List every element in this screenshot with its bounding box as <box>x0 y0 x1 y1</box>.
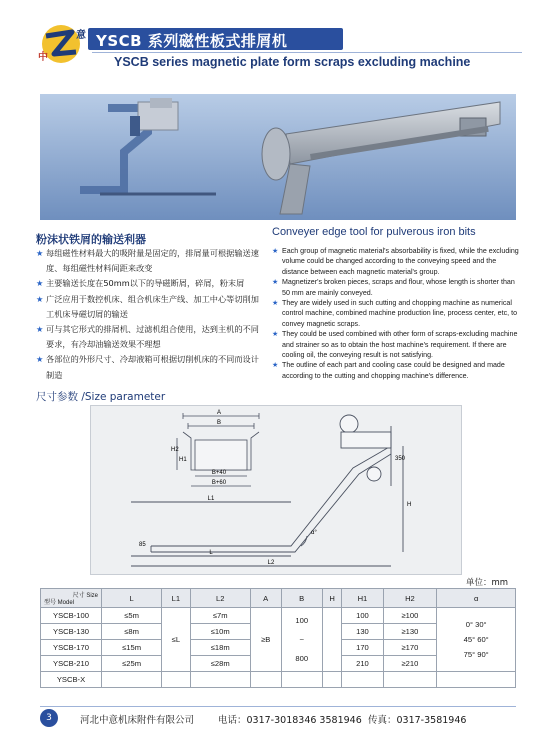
star-bullet-icon: ★ <box>272 278 279 287</box>
star-bullet-icon: ★ <box>272 361 279 370</box>
features-list-en <box>272 246 520 381</box>
features-list-cn <box>36 246 262 383</box>
brand-char-zhong: 中 <box>38 52 48 63</box>
page-title-en: YSCB series magnetic plate form scraps excluding machine <box>114 55 471 69</box>
column-header: L1 <box>162 589 190 608</box>
list-item: ★ The outline of each part and cooling case could be designed and made according to the cutting and chopping machine's difference. <box>272 361 505 380</box>
size-table <box>40 588 516 688</box>
features-heading-cn: 粉沫状铁屑的输送利器 <box>36 233 146 246</box>
dim-label-angle: α° <box>311 530 317 536</box>
dim-label-a: A <box>216 410 222 416</box>
list-item: ★ 每组磁性材料最大的吸附量是固定的，排屑量可根据输送速度、每组磁性材料间距来改变 <box>36 248 259 274</box>
page-number: 3 <box>40 709 58 727</box>
dim-label-l: L <box>209 550 213 556</box>
star-bullet-icon: ★ <box>36 354 44 365</box>
table-corner-cell: 尺寸 Size 型号 Model <box>41 589 102 608</box>
product-photos <box>40 94 516 220</box>
table-row: YSCB-170 ≤15m ≤18m 170 ≥170 <box>41 640 516 656</box>
star-bullet-icon: ★ <box>272 330 279 339</box>
l1-merged-cell: ≤L <box>162 608 190 672</box>
h-merged-cell <box>322 608 342 672</box>
footer-company: 河北中意机床附件有限公司 <box>80 715 195 726</box>
footer-divider <box>40 706 516 707</box>
column-header: H1 <box>342 589 383 608</box>
unit-label: 单位：mm <box>466 578 509 588</box>
dim-label-350: 350 <box>395 456 406 462</box>
list-item: ★ Each group of magnetic material's absorbability is fixed, while the excluding volume could be changed according to the conveying speed and the distance between each magnetic material's group. <box>272 247 519 276</box>
dim-label-b: B <box>216 420 222 426</box>
star-bullet-icon: ★ <box>272 247 279 255</box>
alpha-merged-cell: 0° 30° 45° 60° 75° 90° <box>437 608 516 672</box>
header-divider <box>92 52 522 53</box>
star-bullet-icon: ★ <box>272 299 279 308</box>
b-merged-cell: 100 ~ 800 <box>281 608 322 672</box>
features-heading-en: Conveyer edge tool for pulverous iron bits <box>272 226 476 238</box>
dim-label-l1: L1 <box>207 496 215 502</box>
table-row: YSCB-X <box>41 672 516 688</box>
page-title-cn: YSCB 系列磁性板式排屑机 <box>96 32 288 50</box>
star-bullet-icon: ★ <box>36 293 44 304</box>
dim-label-l2: L2 <box>267 560 275 566</box>
table-row: YSCB-130 ≤8m ≤10m 130 ≥130 <box>41 624 516 640</box>
column-header: H2 <box>383 589 437 608</box>
footer-fax: 传真：0317-3581946 <box>368 715 467 726</box>
footer-phone: 电话：0317-3018346 3581946 <box>218 715 362 726</box>
dim-label-h2: H2 <box>171 447 179 453</box>
list-item: ★ 各部位的外形尺寸、冷却液箱可根据切削机床的不同而设计制造 <box>36 354 259 380</box>
list-item: ★ 可与其它形式的排屑机、过滤机组合使用，达到主机的不同要求，有冷却油输送效果不理想 <box>36 324 259 350</box>
brand-char-yi: 意 <box>76 30 86 41</box>
size-parameter-title: 尺寸参数 /Size parameter <box>36 391 166 403</box>
dim-label-b40: B+40 <box>211 470 227 476</box>
column-header: H <box>322 589 342 608</box>
table-row: YSCB-100 ≤5m ≤L ≤7m ≥B 100 ~ 800 100 ≥100 0° 30° 45° 60° 75° 90° <box>41 608 516 624</box>
list-item: ★ Magnetizer's broken pieces, scraps and flour, whose length is shorter than 50 mm are mainly conveyed. <box>272 278 515 297</box>
table-row: YSCB-210 ≤25m ≤28m 210 ≥210 <box>41 656 516 672</box>
star-bullet-icon: ★ <box>36 248 44 258</box>
star-bullet-icon: ★ <box>36 324 44 335</box>
column-header: B <box>281 589 322 608</box>
technical-drawing <box>90 405 462 575</box>
list-item: ★ They could be used combined with other form of scraps-excluding machine and strainer so as to obtain the host machine's requirement. If there are cooling oil, the conveying result is not satisfying. <box>272 330 518 360</box>
column-header: A <box>250 589 281 608</box>
column-header: L2 <box>190 589 250 608</box>
dim-label-h1: H1 <box>179 457 187 463</box>
list-item: ★ They are widely used in such cutting and chopping machine as numerical control machine, combined machine production line, process center, etc, to convey magnetic scraps. <box>272 299 518 328</box>
star-bullet-icon: ★ <box>36 278 44 289</box>
dim-label-b60: B+60 <box>211 480 227 486</box>
column-header: α <box>437 589 516 608</box>
column-header: L <box>102 589 162 608</box>
list-item: ★ 主要输送长度在50mm以下的导磁断屑，碎屑，粉末屑 <box>36 276 262 291</box>
list-item: ★ 广泛应用于数控机床、组合机床生产线、加工中心等切削加工机床导磁切屑的输送 <box>36 293 259 319</box>
dim-label-h: H <box>407 502 412 508</box>
table-header-row <box>41 589 516 608</box>
dim-label-85: 85 <box>139 542 146 548</box>
a-merged-cell: ≥B <box>250 608 281 672</box>
